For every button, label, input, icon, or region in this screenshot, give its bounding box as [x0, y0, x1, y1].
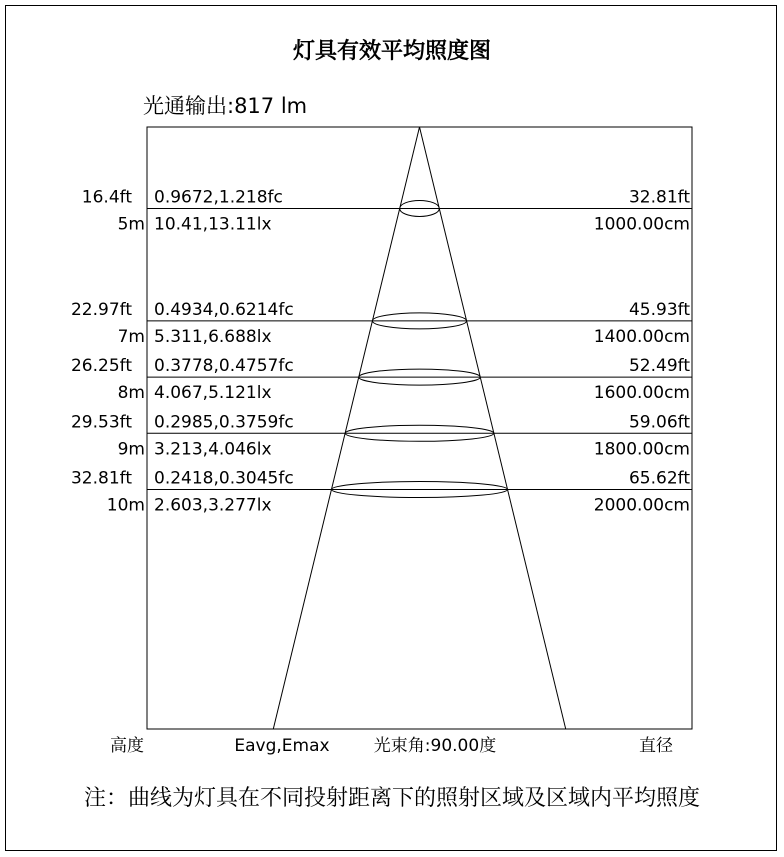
diameter-cm-label: 2000.00cm [593, 495, 690, 516]
illuminance-fc-label: 0.4934,0.6214fc [154, 299, 294, 320]
diameter-cm-label: 1400.00cm [593, 326, 690, 347]
height-ft-label: 29.53ft [70, 412, 132, 433]
illuminance-lx-label: 10.41,13.11lx [154, 214, 272, 235]
illuminance-fc-label: 0.9672,1.218fc [154, 187, 283, 208]
diameter-ft-label: 45.93ft [628, 299, 690, 320]
height-m-label: 7m [117, 326, 145, 347]
luminous-flux-label: 光通输出:817 lm [143, 94, 308, 118]
cone-right-edge [420, 127, 566, 729]
diameter-cm-label: 1800.00cm [593, 439, 690, 460]
beam-angle-label: 光束角:90.00度 [373, 736, 497, 756]
height-m-label: 9m [117, 439, 145, 460]
level-8m [71, 356, 692, 403]
diameter-ft-label: 32.81ft [628, 187, 690, 208]
illuminance-lx-label: 5.311,6.688lx [154, 326, 272, 347]
height-m-label: 8m [117, 383, 145, 404]
height-ft-label: 16.4ft [81, 187, 132, 208]
chart-title: 灯具有效平均照度图 [292, 39, 492, 64]
diameter-cm-label: 1600.00cm [593, 383, 690, 404]
height-ft-label: 26.25ft [70, 356, 132, 377]
level-7m [71, 300, 692, 347]
height-column-label: 高度 [110, 736, 144, 756]
illuminance-fc-label: 0.2418,0.3045fc [154, 468, 294, 489]
illuminance-levels [71, 187, 692, 515]
height-ft-label: 22.97ft [70, 299, 132, 320]
level-9m [71, 412, 692, 459]
height-ft-label: 32.81ft [70, 468, 132, 489]
diameter-cm-label: 1000.00cm [593, 214, 690, 235]
diameter-ft-label: 52.49ft [628, 356, 690, 377]
illuminance-fc-label: 0.2985,0.3759fc [154, 412, 294, 433]
emean-column-label: Eavg,Emax [234, 736, 330, 756]
level-10m [71, 468, 692, 515]
height-m-label: 5m [117, 214, 145, 235]
illuminance-lx-label: 3.213,4.046lx [154, 439, 272, 460]
level-5m [82, 187, 692, 234]
beam-cone [273, 127, 565, 729]
cone-left-edge [273, 127, 419, 729]
illuminance-fc-label: 0.3778,0.4757fc [154, 356, 294, 377]
diameter-column-label: 直径 [639, 736, 673, 756]
chart-note: 注：曲线为灯具在不同投射距离下的照射区域及区域内平均照度 [83, 786, 701, 811]
diameter-ft-label: 59.06ft [628, 412, 690, 433]
height-m-label: 10m [106, 495, 145, 516]
illuminance-lx-label: 2.603,3.277lx [154, 495, 272, 516]
illuminance-lx-label: 4.067,5.121lx [154, 383, 272, 404]
diameter-ft-label: 65.62ft [628, 468, 690, 489]
